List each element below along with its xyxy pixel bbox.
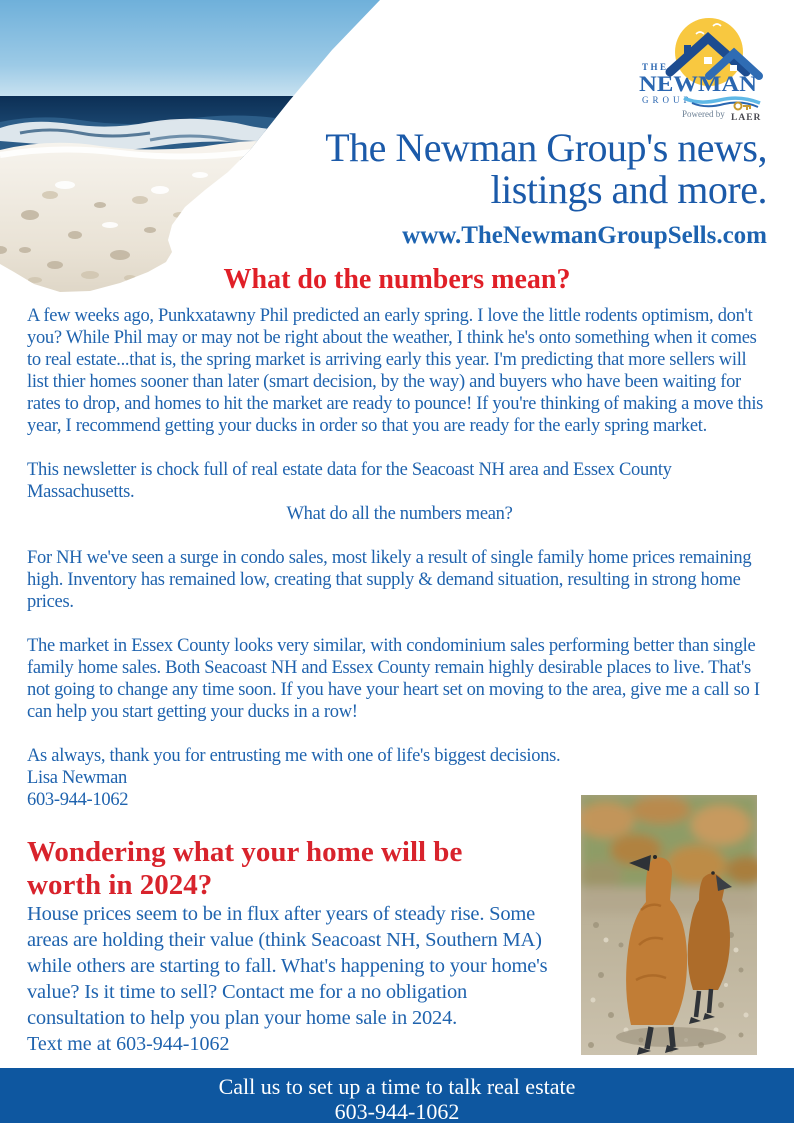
- powered-by-label: Powered by: [682, 109, 725, 119]
- footer-call-text: Call us to set up a time to talk real estate: [218, 1074, 576, 1099]
- article2-body: House prices seem to be in flux after years of steady rise. Some areas are holding their value (think Seacoast NH, Southern MA) while others are starting to fall. What's happening to your home's value? Is it time to sell? Contact me for a no obligation consultation to help you plan your home sale in 2024.: [27, 903, 548, 1029]
- article1-paragraph-4: The market in Essex County looks very similar, with condominium sales performing better than single family home sales. Both Seacoast NH and Essex County remain highly desirable places to live. That's not going to change any time soon. If you have your heart set on moving to the area, give me a call so I can help you start getting your ducks in a row!: [27, 636, 760, 722]
- article2-heading-line2: worth in 2024?: [27, 869, 213, 901]
- newsletter-title-line1: The Newman Group's news,: [325, 125, 767, 170]
- newsletter-title: [227, 127, 767, 211]
- newsletter-title-line2: listings and more.: [490, 167, 767, 212]
- svg-text:NEWMAN: NEWMAN: [639, 71, 758, 96]
- footer-phone: 603-944-1062: [334, 1099, 460, 1123]
- text-me-phone-line: Text me at 603-944-1062: [27, 1033, 230, 1055]
- svg-text:GROUP: GROUP: [642, 95, 693, 105]
- signature-name: Lisa Newman: [27, 768, 127, 788]
- article1-paragraph-2: This newsletter is chock full of real estate data for the Seacoast NH area and Essex County Massachusetts.: [27, 460, 672, 502]
- newman-group-logo: [612, 8, 784, 126]
- article2-heading: [27, 836, 587, 902]
- footer-bar: [0, 1068, 794, 1123]
- duck-photo: [581, 795, 757, 1055]
- signature-phone: 603-944-1062: [27, 790, 129, 810]
- svg-text:THE: THE: [642, 62, 669, 72]
- website-link[interactable]: www.TheNewmanGroupSells.com: [402, 222, 767, 249]
- article1-heading: What do the numbers mean?: [223, 264, 571, 295]
- article1-paragraph-3: For NH we've seen a surge in condo sales, most likely a result of single family home prices remaining high. Inventory has remained low, creating that supply & demand situation, resulting in strong home prices.: [27, 548, 752, 612]
- article1-paragraph-1: A few weeks ago, Punkxatawny Phil predicted an early spring. I love the little rodents optimism, don't you? While Phil may or may not be right about the weather, I think he's onto something when it comes to real estate...that is, the spring market is arriving early this year. I'm predicting that more sellers will list thier homes sooner than later (smart decision, by the way) and buyers who have been waiting for rates to drop, and homes to hit the market are ready to pounce! If you're thinking of making a move this year, I recommend getting your ducks in order so that you are ready for the early spring market.: [27, 306, 764, 436]
- article2-heading-line1: Wondering what your home will be: [27, 836, 463, 868]
- article1-centered-question: What do all the numbers mean?: [286, 504, 513, 524]
- article1-body: [27, 305, 772, 811]
- svg-text:LAER: LAER: [731, 113, 762, 123]
- article1-closing: As always, thank you for entrusting me with one of life's biggest decisions.: [27, 746, 561, 766]
